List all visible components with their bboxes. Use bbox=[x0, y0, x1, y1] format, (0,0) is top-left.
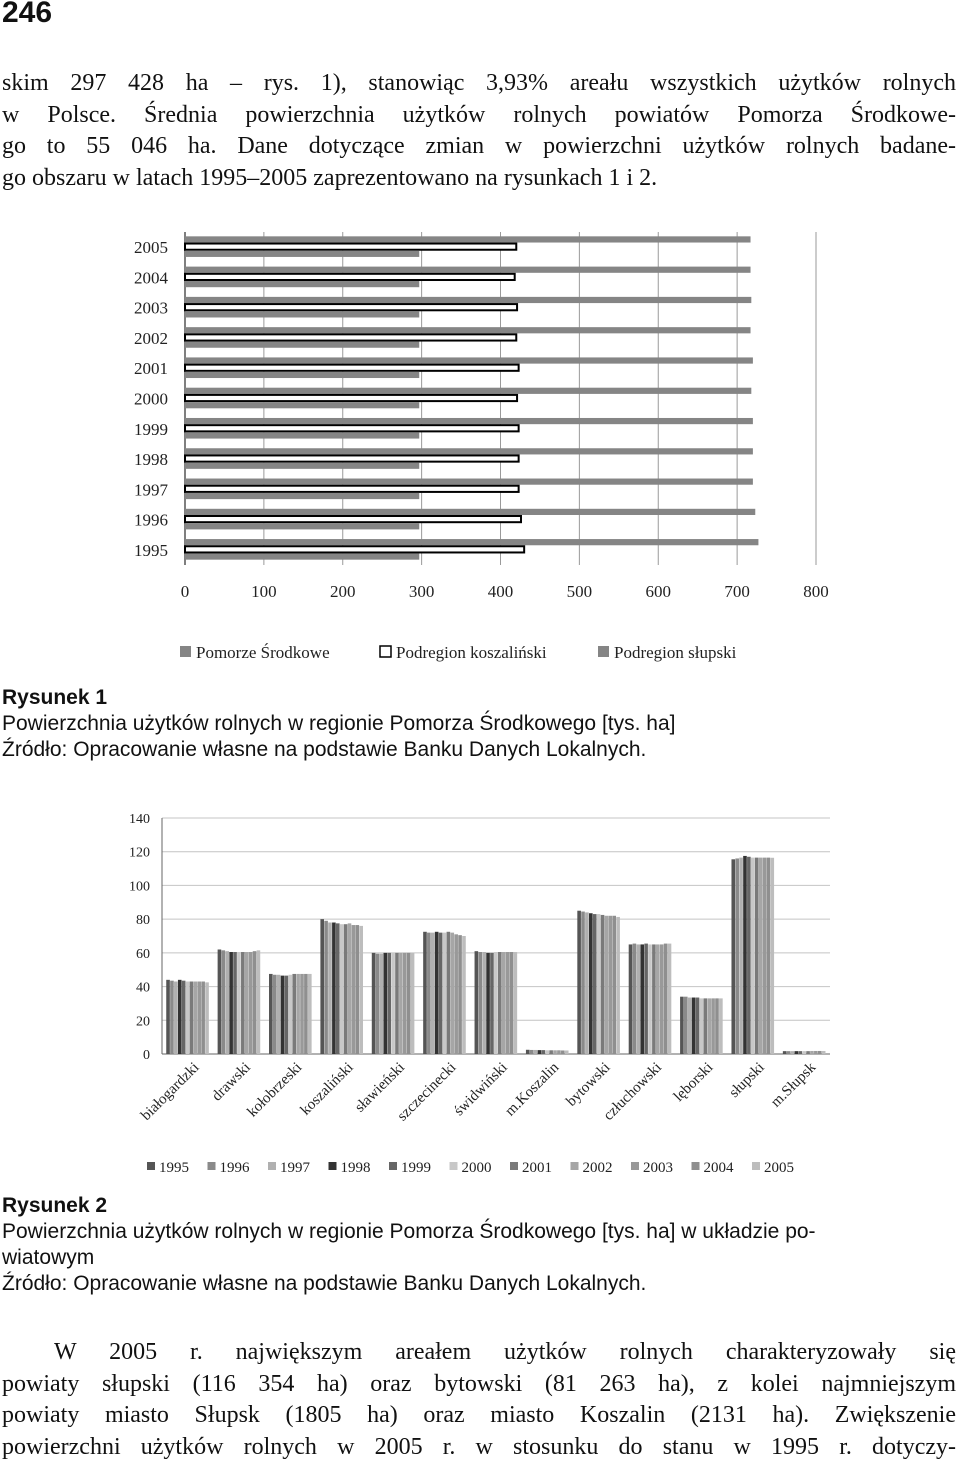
x-tick-label: 200 bbox=[330, 582, 356, 601]
bar-2000-świdwiński bbox=[494, 952, 498, 1054]
bar-1999-świdwiński bbox=[490, 953, 494, 1054]
bar-2001-szczecinecki bbox=[447, 932, 451, 1054]
bar-1998-koszaliński bbox=[332, 923, 336, 1054]
x-tick-label: świdwiński bbox=[451, 1059, 511, 1120]
legend-swatch bbox=[571, 1162, 579, 1170]
bar-podregion-koszaliński-2001 bbox=[185, 365, 519, 371]
figure-2-caption bbox=[2, 1193, 952, 1297]
legend-label: 1995 bbox=[159, 1160, 189, 1176]
bar-1996-kołobrzeski bbox=[273, 975, 277, 1054]
bar-2004-świdwiński bbox=[510, 952, 514, 1054]
text-line: w Polsce. Średnia powierzchnia użytków rolnych powiatów Pomorza Środkowe- bbox=[2, 101, 956, 128]
legend-swatch bbox=[450, 1162, 458, 1170]
body-paragraph-1 bbox=[2, 68, 956, 194]
legend-swatch bbox=[268, 1162, 276, 1170]
bar-2005-człuchowski bbox=[668, 944, 672, 1054]
legend-swatch bbox=[380, 646, 391, 657]
bar-podregion-słupski-1995 bbox=[185, 553, 419, 559]
bar-2003-koszaliński bbox=[352, 925, 356, 1054]
bar-2005-m.Słupsk bbox=[822, 1051, 826, 1054]
bar-podregion-słupski-1998 bbox=[185, 463, 419, 469]
bar-1998-lęborski bbox=[692, 998, 696, 1054]
bar-pomorze-środkowe-2003 bbox=[185, 297, 751, 303]
legend-swatch bbox=[389, 1162, 397, 1170]
bar-2002-białogardzki bbox=[194, 982, 198, 1054]
bar-1998-słupski bbox=[743, 856, 747, 1054]
bar-2002-drawski bbox=[245, 952, 249, 1054]
bar-1996-bytowski bbox=[581, 912, 585, 1054]
bar-1999-drawski bbox=[233, 952, 237, 1054]
text-line: go to 55 046 ha. Dane dotyczące zmian w powierzchni użytków rolnych badane- bbox=[2, 133, 956, 159]
x-tick-label: 700 bbox=[724, 582, 750, 601]
bar-pomorze-środkowe-1999 bbox=[185, 418, 753, 424]
bar-1995-m.Słupsk bbox=[783, 1051, 787, 1054]
x-tick-label: sławieński bbox=[351, 1059, 409, 1116]
bar-2002-koszaliński bbox=[348, 923, 352, 1054]
bar-podregion-koszaliński-2005 bbox=[185, 244, 516, 250]
bar-2001-sławieński bbox=[395, 953, 399, 1054]
bar-2003-lęborski bbox=[711, 998, 715, 1054]
figure-2-title: Rysunek 2 bbox=[2, 1194, 108, 1217]
bar-1995-kołobrzeski bbox=[269, 974, 273, 1054]
bar-1997-sławieński bbox=[380, 954, 384, 1054]
bar-podregion-koszaliński-2004 bbox=[185, 274, 515, 280]
bar-1995-drawski bbox=[218, 949, 222, 1054]
bar-2003-m.Słupsk bbox=[814, 1051, 818, 1054]
bar-2000-m.Słupsk bbox=[802, 1051, 806, 1054]
bar-2001-człuchowski bbox=[652, 944, 656, 1054]
bar-1999-szczecinecki bbox=[439, 933, 443, 1054]
legend-label: Pomorze Środkowe bbox=[196, 643, 330, 662]
bar-2002-sławieński bbox=[399, 953, 403, 1054]
bar-2005-koszaliński bbox=[359, 926, 363, 1054]
legend-swatch bbox=[329, 1162, 337, 1170]
bar-2002-świdwiński bbox=[502, 952, 506, 1054]
bar-pomorze-środkowe-1996 bbox=[185, 509, 755, 515]
bar-1996-słupski bbox=[735, 858, 739, 1054]
bar-1997-człuchowski bbox=[637, 944, 641, 1054]
y-tick-label: 80 bbox=[136, 913, 150, 929]
bar-2005-słupski bbox=[770, 858, 774, 1054]
x-tick-label: 300 bbox=[408, 582, 435, 601]
bar-podregion-koszaliński-1997 bbox=[185, 486, 519, 492]
bar-podregion-słupski-2004 bbox=[185, 281, 419, 287]
bar-1998-świdwiński bbox=[486, 953, 490, 1054]
bar-2002-kołobrzeski bbox=[296, 974, 300, 1054]
bar-2001-m.Słupsk bbox=[806, 1051, 810, 1054]
bar-1999-człuchowski bbox=[644, 944, 648, 1054]
legend-label: 1998 bbox=[340, 1160, 371, 1176]
figure-2-caption-line: Powierzchnia użytków rolnych w regionie Pomorza Środkowego [tys. ha] w układzie po- bbox=[2, 1220, 816, 1243]
figure-1-source: Źródło: Opracowanie własne na podstawie Banku Danych Lokalnych. bbox=[2, 738, 647, 761]
figure-1-chart bbox=[0, 220, 960, 680]
y-tick-label: 60 bbox=[136, 946, 150, 962]
bar-2004-m.Słupsk bbox=[818, 1051, 822, 1054]
bar-2001-koszaliński bbox=[344, 924, 348, 1054]
bar-2005-szczecinecki bbox=[462, 936, 466, 1054]
bar-podregion-koszaliński-1995 bbox=[185, 546, 524, 552]
x-tick-label: kołobrzeski bbox=[244, 1059, 306, 1121]
bar-podregion-koszaliński-2003 bbox=[185, 304, 517, 310]
bar-2005-drawski bbox=[257, 950, 261, 1054]
bar-1996-m.Słupsk bbox=[787, 1051, 791, 1054]
bar-2001-świdwiński bbox=[498, 952, 502, 1054]
bar-2005-lęborski bbox=[719, 998, 723, 1054]
bar-1995-świdwiński bbox=[475, 951, 479, 1054]
bar-1997-drawski bbox=[225, 951, 229, 1054]
bar-pomorze-środkowe-1997 bbox=[185, 479, 753, 485]
bar-1996-m.Koszalin bbox=[530, 1050, 534, 1054]
bar-2005-m.Koszalin bbox=[565, 1050, 569, 1054]
bar-1995-sławieński bbox=[372, 953, 376, 1054]
legend-label: 1999 bbox=[401, 1160, 431, 1176]
bar-1996-świdwiński bbox=[478, 952, 482, 1054]
bar-2003-człuchowski bbox=[660, 944, 664, 1054]
bar-1996-sławieński bbox=[376, 954, 380, 1054]
bar-podregion-koszaliński-2000 bbox=[185, 395, 517, 401]
bar-2004-słupski bbox=[767, 858, 771, 1054]
legend-label: 1996 bbox=[219, 1160, 250, 1176]
x-tick-label: 400 bbox=[487, 582, 514, 601]
bar-1998-kołobrzeski bbox=[281, 976, 285, 1054]
bar-1995-słupski bbox=[731, 859, 735, 1054]
bar-1999-lęborski bbox=[696, 998, 700, 1054]
bar-2000-kołobrzeski bbox=[289, 975, 293, 1054]
bar-1998-szczecinecki bbox=[435, 932, 439, 1054]
legend-swatch bbox=[180, 646, 191, 657]
bar-2000-koszaliński bbox=[340, 924, 344, 1054]
bar-2005-białogardzki bbox=[205, 982, 209, 1054]
y-tick-label: 1995 bbox=[134, 540, 168, 560]
legend-swatch bbox=[631, 1162, 639, 1170]
x-tick-label: 600 bbox=[645, 582, 671, 601]
bar-1997-koszaliński bbox=[328, 923, 332, 1054]
y-tick-label: 100 bbox=[129, 879, 150, 895]
bar-2001-m.Koszalin bbox=[549, 1050, 553, 1054]
bar-2002-szczecinecki bbox=[450, 933, 454, 1054]
bar-2001-lęborski bbox=[703, 998, 707, 1054]
bar-1997-świdwiński bbox=[482, 952, 486, 1054]
text-line: go obszaru w latach 1995–2005 zaprezentowano na rysunkach 1 i 2. bbox=[2, 164, 658, 191]
bar-2004-kołobrzeski bbox=[304, 974, 308, 1054]
bar-pomorze-środkowe-2000 bbox=[185, 388, 751, 394]
bar-1995-człuchowski bbox=[629, 944, 633, 1054]
bar-1999-sławieński bbox=[387, 953, 391, 1054]
bar-2001-słupski bbox=[755, 858, 759, 1054]
bar-1999-koszaliński bbox=[336, 923, 340, 1054]
bar-podregion-koszaliński-1999 bbox=[185, 425, 519, 431]
y-tick-label: 1998 bbox=[134, 450, 168, 470]
bar-2003-drawski bbox=[249, 952, 253, 1054]
y-tick-label: 1996 bbox=[134, 510, 168, 530]
bar-2000-lęborski bbox=[700, 998, 704, 1054]
bar-2003-szczecinecki bbox=[454, 934, 458, 1054]
bar-podregion-koszaliński-2002 bbox=[185, 334, 516, 340]
legend-label: 2003 bbox=[643, 1160, 673, 1176]
bar-2004-lęborski bbox=[715, 998, 719, 1054]
bar-1997-bytowski bbox=[585, 912, 589, 1054]
bar-2000-bytowski bbox=[597, 914, 601, 1054]
bar-1996-szczecinecki bbox=[427, 933, 431, 1054]
bar-2004-białogardzki bbox=[201, 982, 205, 1054]
bar-1998-człuchowski bbox=[640, 944, 644, 1054]
bar-1997-słupski bbox=[739, 858, 743, 1054]
text-line: powiaty miasto Słupsk (1805 ha) oraz miasto Koszalin (2131 ha). Zwiększenie bbox=[2, 1402, 956, 1428]
bar-1999-m.Koszalin bbox=[542, 1050, 546, 1054]
bar-2005-bytowski bbox=[616, 917, 620, 1054]
bar-1996-drawski bbox=[222, 950, 226, 1054]
legend-label: 1997 bbox=[280, 1160, 310, 1176]
legend-swatch bbox=[147, 1162, 155, 1170]
x-tick-label: drawski bbox=[209, 1059, 254, 1105]
bar-pomorze-środkowe-2001 bbox=[185, 357, 753, 363]
bar-1997-kołobrzeski bbox=[277, 975, 281, 1054]
x-tick-label: m.Koszalin bbox=[502, 1059, 563, 1120]
bar-1995-białogardzki bbox=[166, 980, 170, 1054]
body-paragraph-2 bbox=[2, 1337, 956, 1463]
bar-1996-człuchowski bbox=[633, 944, 637, 1054]
y-tick-label: 1997 bbox=[134, 480, 168, 500]
x-tick-label: słupski bbox=[726, 1059, 768, 1101]
bar-2003-m.Koszalin bbox=[557, 1050, 561, 1054]
legend-label: 2005 bbox=[764, 1160, 794, 1176]
bar-2002-m.Słupsk bbox=[810, 1051, 814, 1054]
bar-2002-m.Koszalin bbox=[553, 1050, 557, 1054]
figure-1-caption bbox=[2, 685, 952, 763]
bar-2003-bytowski bbox=[609, 916, 613, 1054]
legend-label: Podregion słupski bbox=[614, 643, 737, 662]
bar-2004-drawski bbox=[253, 951, 257, 1054]
bar-pomorze-środkowe-1995 bbox=[185, 539, 758, 545]
x-tick-label: 0 bbox=[180, 582, 190, 601]
bar-1996-białogardzki bbox=[170, 981, 174, 1054]
y-tick-label: 2002 bbox=[134, 328, 168, 348]
y-tick-label: 2001 bbox=[134, 359, 168, 379]
bar-1995-m.Koszalin bbox=[526, 1050, 530, 1054]
legend-label: 2001 bbox=[522, 1160, 552, 1176]
figure-2-chart bbox=[0, 800, 960, 1190]
page-number: 246 bbox=[2, 0, 53, 29]
bar-1998-m.Koszalin bbox=[538, 1050, 542, 1054]
bar-2004-sławieński bbox=[407, 953, 411, 1054]
legend-label: 2004 bbox=[703, 1160, 734, 1176]
bar-1997-lęborski bbox=[688, 998, 692, 1054]
legend-label: 2002 bbox=[582, 1160, 613, 1176]
bar-1999-białogardzki bbox=[182, 981, 186, 1054]
bar-2001-białogardzki bbox=[190, 982, 194, 1054]
x-tick-label: koszaliński bbox=[297, 1059, 357, 1119]
y-tick-label: 20 bbox=[136, 1014, 150, 1030]
bar-podregion-koszaliński-1996 bbox=[185, 516, 521, 522]
y-tick-label: 2005 bbox=[134, 238, 168, 258]
text-line: W 2005 r. największym areałem użytków rolnych charakteryzowały się bbox=[54, 1339, 956, 1365]
figure-2-caption-line: wiatowym bbox=[2, 1246, 95, 1269]
bar-1998-białogardzki bbox=[178, 980, 182, 1054]
bar-1995-lęborski bbox=[680, 997, 684, 1054]
bar-1997-m.Koszalin bbox=[534, 1050, 538, 1054]
bar-pomorze-środkowe-2002 bbox=[185, 327, 751, 333]
bar-1998-sławieński bbox=[383, 953, 387, 1054]
bar-2002-lęborski bbox=[707, 998, 711, 1054]
x-tick-label: 500 bbox=[566, 582, 593, 601]
bar-2000-słupski bbox=[751, 858, 755, 1054]
bar-1996-lęborski bbox=[684, 997, 688, 1054]
x-tick-label: szczecinecki bbox=[394, 1059, 460, 1125]
bar-2003-białogardzki bbox=[197, 982, 201, 1054]
y-tick-label: 140 bbox=[129, 812, 150, 827]
bar-podregion-słupski-1999 bbox=[185, 432, 419, 438]
bar-1998-bytowski bbox=[589, 913, 593, 1054]
text-line: skim 297 428 ha – rys. 1), stanowiąc 3,93% areału wszystkich użytków rolnych bbox=[2, 70, 956, 96]
legend-swatch bbox=[510, 1162, 518, 1170]
bar-podregion-słupski-1997 bbox=[185, 493, 419, 499]
bar-podregion-koszaliński-1998 bbox=[185, 455, 519, 461]
bar-2003-kołobrzeski bbox=[300, 974, 304, 1054]
bar-1999-słupski bbox=[747, 857, 751, 1054]
legend-swatch bbox=[598, 646, 609, 657]
legend-swatch bbox=[752, 1162, 760, 1170]
bar-2003-słupski bbox=[763, 858, 767, 1054]
bar-1998-m.Słupsk bbox=[795, 1051, 799, 1054]
bar-1999-bytowski bbox=[593, 914, 597, 1054]
bar-2002-człuchowski bbox=[656, 944, 660, 1054]
bar-2000-drawski bbox=[237, 952, 241, 1054]
bar-2002-bytowski bbox=[605, 916, 609, 1054]
bar-2005-kołobrzeski bbox=[308, 974, 312, 1054]
y-tick-label: 0 bbox=[143, 1048, 150, 1063]
bar-2002-słupski bbox=[759, 858, 763, 1054]
bar-podregion-słupski-1996 bbox=[185, 523, 419, 529]
x-tick-label: 100 bbox=[251, 582, 277, 601]
bar-1995-szczecinecki bbox=[423, 932, 427, 1054]
bar-2004-szczecinecki bbox=[458, 935, 462, 1054]
legend-swatch bbox=[692, 1162, 700, 1170]
bar-1997-m.Słupsk bbox=[791, 1051, 795, 1054]
bar-2000-białogardzki bbox=[186, 982, 190, 1054]
x-tick-label: człuchowski bbox=[600, 1059, 665, 1124]
x-tick-label: m.Słupsk bbox=[768, 1059, 820, 1111]
bar-2001-bytowski bbox=[601, 915, 605, 1054]
x-tick-label: białogardzki bbox=[138, 1059, 203, 1124]
bar-2000-sławieński bbox=[391, 953, 395, 1054]
legend-label: 2000 bbox=[461, 1160, 492, 1176]
bar-1997-szczecinecki bbox=[431, 933, 435, 1054]
bar-2004-koszaliński bbox=[355, 925, 359, 1054]
bar-pomorze-środkowe-2005 bbox=[185, 236, 751, 242]
x-tick-label: 800 bbox=[803, 582, 829, 601]
x-tick-label: lęborski bbox=[670, 1059, 717, 1106]
bar-2005-sławieński bbox=[411, 953, 415, 1054]
bar-podregion-słupski-2005 bbox=[185, 251, 419, 257]
bar-1995-bytowski bbox=[577, 911, 581, 1054]
bar-1999-m.Słupsk bbox=[798, 1051, 802, 1054]
x-tick-label: bytowski bbox=[563, 1059, 614, 1110]
y-tick-label: 1999 bbox=[134, 419, 168, 439]
bar-1997-białogardzki bbox=[174, 982, 178, 1054]
bar-podregion-słupski-2003 bbox=[185, 311, 419, 317]
bar-2000-szczecinecki bbox=[443, 933, 447, 1054]
text-line: powierzchni użytków rolnych w 2005 r. w stosunku do stanu w 1995 r. dotyczy- bbox=[2, 1433, 956, 1460]
figure-1-caption-line: Powierzchnia użytków rolnych w regionie Pomorza Środkowego [tys. ha] bbox=[2, 712, 676, 735]
bar-1995-koszaliński bbox=[320, 919, 324, 1054]
bar-2003-świdwiński bbox=[506, 952, 510, 1054]
bar-pomorze-środkowe-2004 bbox=[185, 267, 751, 273]
bar-2001-kołobrzeski bbox=[292, 974, 296, 1054]
bar-2003-sławieński bbox=[403, 953, 407, 1054]
bar-2005-świdwiński bbox=[514, 952, 518, 1054]
bar-1999-kołobrzeski bbox=[285, 976, 289, 1054]
y-tick-label: 2003 bbox=[134, 298, 168, 318]
bar-2001-drawski bbox=[241, 952, 245, 1054]
legend-swatch bbox=[208, 1162, 216, 1170]
y-tick-label: 40 bbox=[136, 980, 150, 996]
y-tick-label: 2004 bbox=[134, 268, 168, 288]
bar-2004-bytowski bbox=[612, 916, 616, 1054]
bar-2004-m.Koszalin bbox=[561, 1050, 565, 1054]
bar-1998-drawski bbox=[229, 952, 233, 1054]
bar-1996-koszaliński bbox=[324, 921, 328, 1054]
bar-podregion-słupski-2000 bbox=[185, 402, 419, 408]
y-tick-label: 120 bbox=[129, 845, 150, 861]
legend-label: Podregion koszaliński bbox=[396, 643, 547, 662]
figure-1-title: Rysunek 1 bbox=[2, 686, 108, 709]
bar-2000-m.Koszalin bbox=[545, 1050, 549, 1054]
bar-2000-człuchowski bbox=[648, 944, 652, 1054]
bar-pomorze-środkowe-1998 bbox=[185, 448, 753, 454]
bar-podregion-słupski-2002 bbox=[185, 342, 419, 348]
bar-2004-człuchowski bbox=[664, 944, 668, 1054]
y-tick-label: 2000 bbox=[134, 389, 168, 409]
figure-2-source: Źródło: Opracowanie własne na podstawie Banku Danych Lokalnych. bbox=[2, 1272, 647, 1295]
text-line: powiaty słupski (116 354 ha) oraz bytowski (81 263 ha), z kolei najmniejszym bbox=[2, 1370, 956, 1397]
bar-podregion-słupski-2001 bbox=[185, 372, 419, 378]
